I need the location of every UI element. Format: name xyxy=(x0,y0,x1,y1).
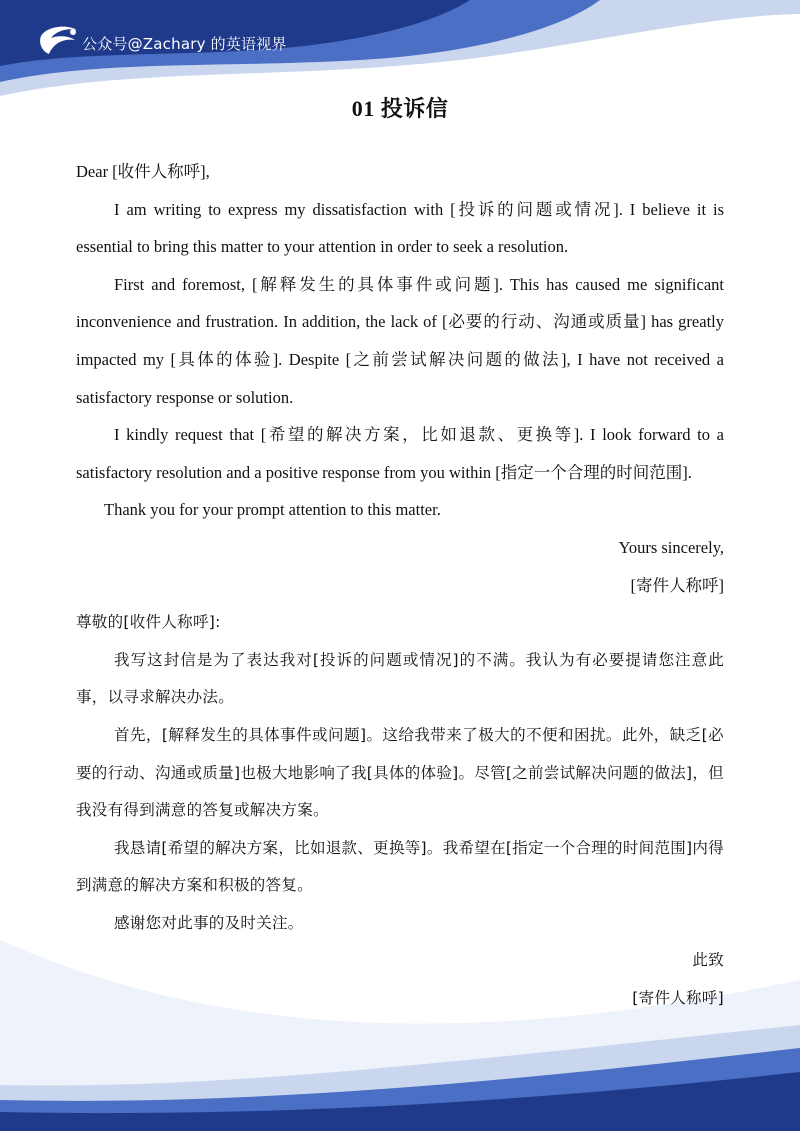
letter-content xyxy=(76,92,724,1018)
chinese-salutation: 尊敬的[收件人称呼]: xyxy=(76,613,221,632)
english-salutation: Dear [收件人称呼], xyxy=(76,162,210,181)
chinese-paragraph-2: 首先，[解释发生的具体事件或问题]。这给我带来了极大的不便和困扰。此外，缺乏[必要的行动、沟通或质量]也极大地影响了我[具体的体验]。尽管[之前尝试解决问题的做法]，但我没有得到满意的答复或解决方案。 xyxy=(76,725,724,820)
english-paragraph-3: I kindly request that [希望的解决方案，比如退款、更换等]. I look forward to a satisfactory resolution and a positive response from you within [指定一个合理的时间范围]. xyxy=(76,425,724,482)
page-title: 01 投诉信 xyxy=(351,96,449,121)
english-paragraph-1: I am writing to express my dissatisfaction with [投诉的问题或情况]. I believe it is essential to bring this matter to your attention in order to seek a resolution. xyxy=(76,199,724,257)
english-paragraph-2: First and foremost, [解释发生的具体事件或问题]. This has caused me significant inconvenience and frustration. In addition, the lack of [必要的行动、沟通或质量] has greatly impacted my [具体的体验]. Despite [之前尝试解决问题的做法], I have not received a satisfactory response or solution. xyxy=(76,274,724,407)
swoosh-logo-icon xyxy=(33,22,81,64)
chinese-paragraph-1: 我写这封信是为了表达我对[投诉的问题或情况]的不满。我认为有必要提请您注意此事，以寻求解决办法。 xyxy=(76,650,724,707)
english-paragraph-4: Thank you for your prompt attention to this matter. xyxy=(104,500,441,520)
english-sender: [寄件人称呼] xyxy=(630,575,724,595)
brand-label: 公众号@Zachary 的英语视界 xyxy=(82,35,287,53)
english-closing: Yours sincerely, xyxy=(618,537,724,557)
chinese-paragraph-3: 我恳请[希望的解决方案，比如退款、更换等]。我希望在[指定一个合理的时间范围]内得到满意的解决方案和积极的答复。 xyxy=(76,838,724,895)
chinese-closing: 此致 xyxy=(692,951,724,970)
chinese-sender: [寄件人称呼] xyxy=(632,989,724,1008)
chinese-paragraph-4: 感谢您对此事的及时关注。 xyxy=(114,913,304,932)
